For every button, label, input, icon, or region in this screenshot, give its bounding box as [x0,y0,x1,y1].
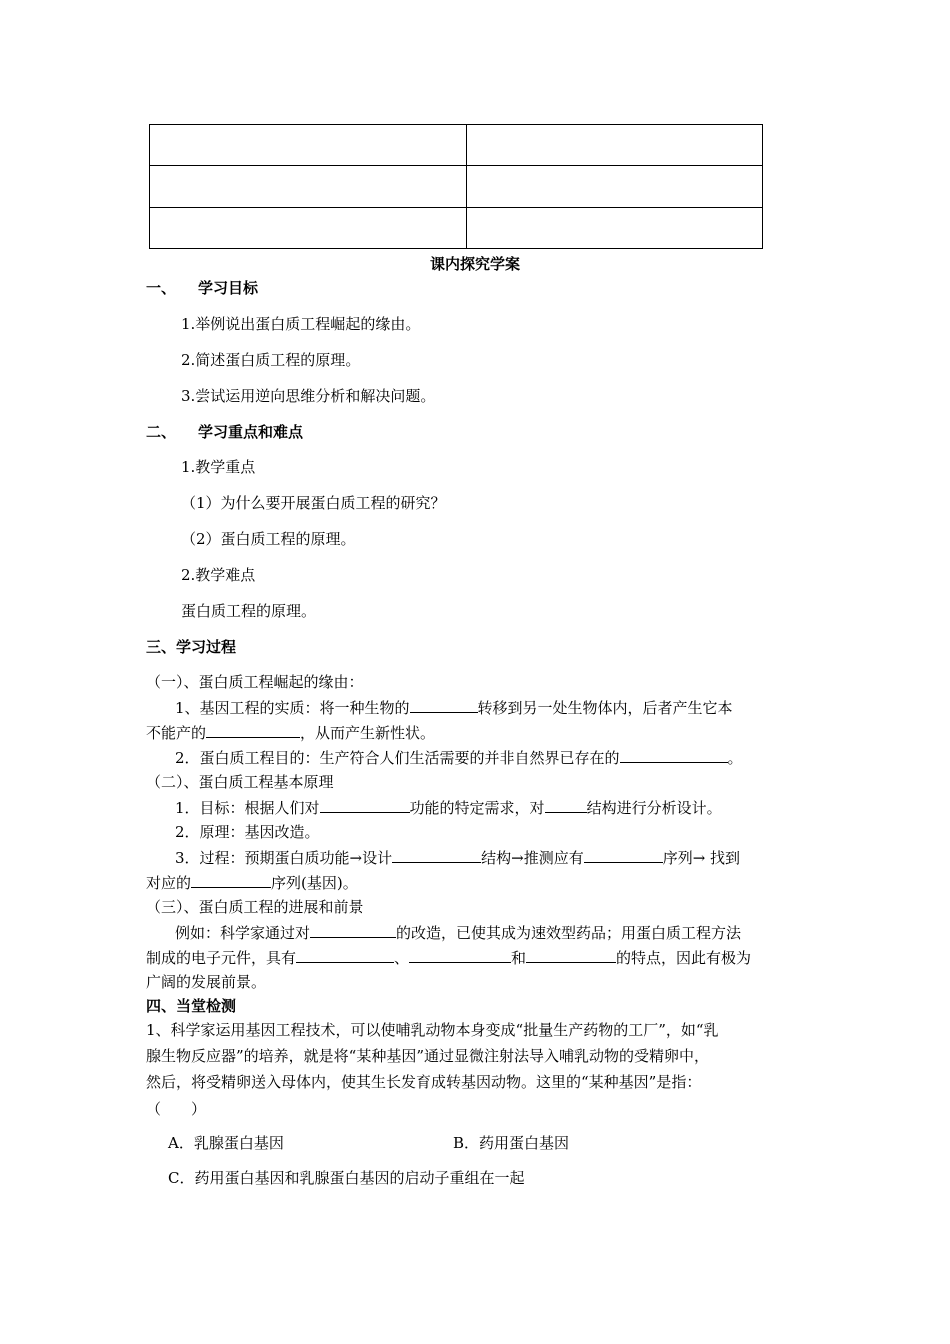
fill-in-line [175,922,741,943]
subsection-heading: （三）、蛋白质工程的进展和前景 [146,898,364,916]
section-number: 一、 [146,279,177,297]
objective-item: 1.举例说出蛋白质工程崛起的缘由。 [181,315,421,333]
text-span: 不能产的 [146,724,207,742]
text-span: 例如：科学家通过对 [175,924,311,942]
text-span: 转移到另一处生物体内，后者产生它本 [477,699,733,717]
fill-in-line [146,872,358,893]
difficulty-text: 蛋白质工程的原理。 [181,602,317,620]
text-span: 序列(基因)。 [271,874,358,892]
focus-item: （2）蛋白质工程的原理。 [181,530,356,548]
section-title: 学习目标 [198,279,259,297]
text-span: 结构进行分析设计。 [586,799,722,817]
answer-blank[interactable] [191,872,271,888]
text-span: 。 [727,749,743,767]
focus-item: （1）为什么要开展蛋白质工程的研究？ [181,494,446,512]
section-number: 二、 [146,423,177,441]
paragraph-line: 广阔的发展前景。 [146,973,267,991]
fill-in-line [175,847,740,868]
text-span: 的改造，已使其成为速效型药品；用蛋白质工程方法 [396,924,742,942]
table-cell [150,166,467,207]
fill-in-line [175,747,743,768]
table-row [150,166,763,207]
objective-item: 2.简述蛋白质工程的原理。 [181,351,361,369]
table-row [150,125,763,166]
principle-line: 2．原理：基因改造。 [175,823,320,841]
table-cell [150,207,467,248]
answer-blank[interactable] [206,722,300,738]
answer-blank[interactable] [409,947,511,963]
answer-blank[interactable] [296,947,394,963]
option-c[interactable]: C．药用蛋白基因和乳腺蛋白基因的启动子重组在一起 [168,1169,525,1187]
objective-item: 3.尝试运用逆向思维分析和解决问题。 [181,387,436,405]
page-title: 课内探究学案 [429,255,520,273]
text-span: 的特点，因此有极为 [616,949,752,967]
text-span: 3．过程：预期蛋白质功能→设计 [175,849,393,867]
text-span: ，从而产生新性状。 [300,724,436,742]
section-heading-4: 四、当堂检测 [146,997,237,1015]
answer-blank[interactable] [410,697,478,713]
table-cell [467,207,763,248]
answer-blank[interactable] [526,947,616,963]
question-text: 腺生物反应器”的培养，就是将“某种基因”通过显微注射法导入哺乳动物的受精卵中， [146,1047,710,1065]
text-span: 1、基因工程的实质：将一种生物的 [175,699,410,717]
answer-blank[interactable] [320,797,410,813]
fill-in-line [146,722,435,743]
table-cell [467,166,763,207]
option-b[interactable]: B．药用蛋白基因 [453,1134,570,1152]
answer-blank[interactable] [584,847,663,863]
table-cell [467,125,763,166]
text-span: 对应的 [146,874,192,892]
focus-label: 1.教学重点 [181,458,256,476]
answer-blank[interactable] [310,922,396,938]
answer-bracket[interactable]: （ ） [146,1100,207,1118]
section-heading-3: 三、学习过程 [146,638,237,656]
answer-blank[interactable] [620,747,728,763]
answer-blank[interactable] [392,847,481,863]
table-cell [150,125,467,166]
fill-in-line [175,797,722,818]
text-span: 功能的特定需求，对 [409,799,545,817]
table-row [150,207,763,248]
text-span: 1．目标：根据人们对 [175,799,320,817]
section-heading-2 [146,422,303,442]
subsection-heading: （二）、蛋白质工程基本原理 [146,773,334,791]
fill-in-line [175,697,733,718]
text-span: 结构→推测应有 [481,849,584,867]
section-heading-1 [146,278,258,298]
question-text: 然后，将受精卵送入母体内，使其生长发育成转基因动物。这里的“某种基因”是指： [146,1073,702,1091]
subsection-heading: （一）、蛋白质工程崛起的缘由： [146,673,364,691]
question-text: 1、科学家运用基因工程技术，可以使哺乳动物本身变成“批量生产药物的工厂”，如“乳 [146,1021,719,1039]
text-span: 序列→ 找到 [662,849,741,867]
option-a[interactable]: A．乳腺蛋白基因 [168,1134,284,1152]
answer-blank[interactable] [545,797,587,813]
section-title: 学习重点和难点 [198,423,304,441]
text-span: 、 [394,949,410,967]
text-span: 制成的电子元件，具有 [146,949,297,967]
difficulty-label: 2.教学难点 [181,566,256,584]
text-span: 和 [511,949,527,967]
fill-in-line [146,947,751,968]
blank-table [149,124,763,249]
text-span: 2．蛋白质工程目的：生产符合人们生活需要的并非自然界已存在的 [175,749,620,767]
